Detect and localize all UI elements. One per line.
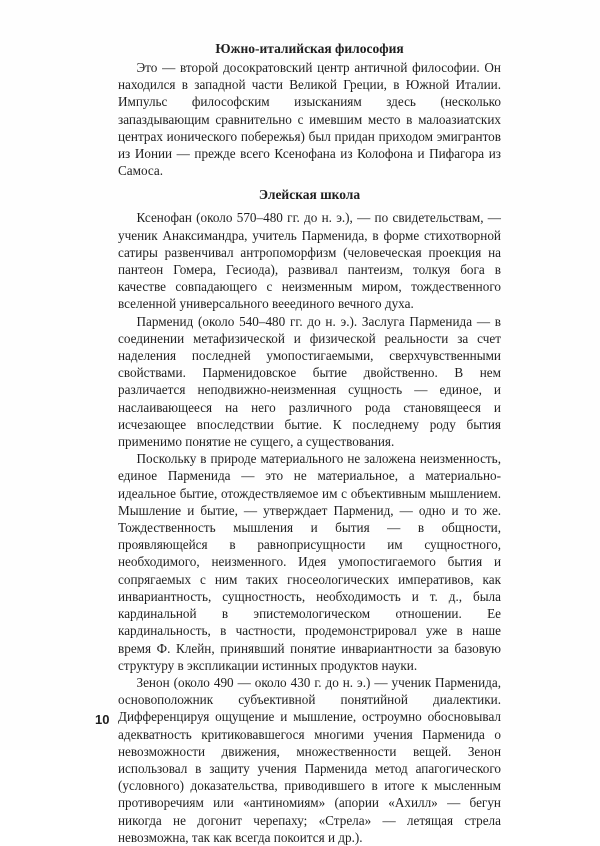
section-heading-south-italian: Южно-италийская философия: [215, 41, 404, 56]
paragraph-being-thinking: Поскольку в природе материального не заложена неизменность, единое Парменида — это не материальное, а материально-идеальное бытие, отождествляемое им с объективным мышлением. Мышление и бытие, — утверждает Парменид, — одно и то же. Тождественность мышления и бытия — в общности, проявляющейся в равноприсущности им сущностного, необходимого, неизменного. Идея умопостигаемого бытия и сопрягаемых с ним таких гносеологических императивов, как инвариантность, сущностность, необходимость и т. д., была кардинальной в эпистемологическом отношении. Ее кардинальность, в частности, продемонстрировал уже в наше время Ф. Клейн, принявший понятие инвариантности за базовую структуру в экспликации истинных продуктов науки.: [118, 451, 501, 673]
paragraph-xenophanes: Ксенофан (около 570–480 гг. до н. э.), — по свидетельствам, — ученик Анаксимандра, учитель Парменида, в форме стихотворной сатиры развенчивал антропоморфизм (человеческая проекция на пантеон Гомера, Гесиода), развивал пантеизм, толкуя бога в качестве совпадающего с неизменным миром, тождественного вселенной универсального вееединого вечного духа.: [118, 210, 501, 312]
paragraph-zeno: Зенон (около 490 — около 430 г. до н. э.) — ученик Парменида, основоположник субъективной понятийной диалектики. Дифференцируя ощущение и мышление, остроумно обосновывал адекватность критиковавшегося многими учения Парменида о невозможности движения, множественности вещей. Зенон использовал в защиту учения Парменида метод апагогического (условного) доказательства, приводившего в итоге к мысленным противоречиям или «антиномиям» (апории «Ахилл» — бегун никогда не догонит черепаху; «Стрела» — летящая стрела невозможна, так как всегда покоится и др.).: [118, 674, 501, 845]
page-text: [118, 40, 501, 846]
section-heading-eleatic-school: Элейская школа: [258, 187, 361, 203]
paragraph-intro: Это — второй досократовский центр античной философии. Он находился в западной части Великой Греции, в Южной Италии. Импульс философским изысканиям здесь (несколько запаздывающим сравнительно с имевшим место в малоазиатских центрах ионического побережья) был придан приходом эмигрантов из Ионии — прежде всего Ксенофана из Колофона и Пифагора из Самоса.: [118, 60, 501, 179]
page-number: 10: [95, 712, 110, 727]
paragraph-parmenides: Парменид (около 540–480 гг. до н. э.). Заслуга Парменида — в соединении метафизической и физической реальности за счет наделения последней умопостигаемыми, сверхчувственными свойствами. Парменидовское бытие двойственно. В нем различается неподвижно-неизменная сущность — единое, и наслаивающееся на него различного рода становящееся и исчезающее впоследствии бытие. К последнему роду бытия применимо понятие не сущего, а существования.: [118, 313, 501, 450]
